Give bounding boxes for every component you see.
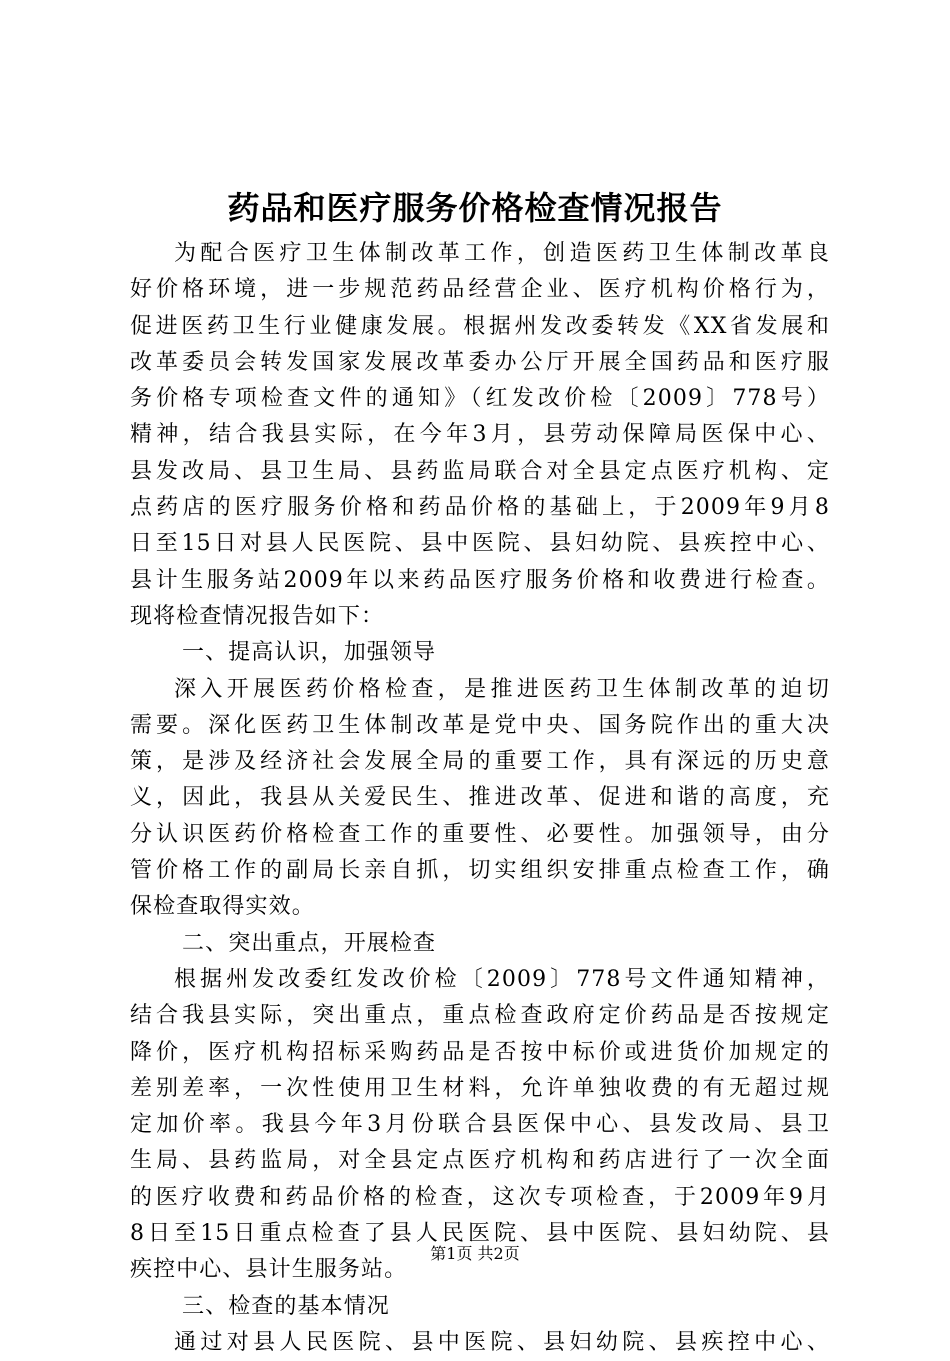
document-title: 药品和医疗服务价格检查情况报告 (227, 189, 723, 227)
paragraph-line: 分认识医药价格检查工作的重要性、必要性。加强领导，由分 (130, 821, 830, 847)
paragraph-line: 务价格专项检查文件的通知》（红发改价检〔2009〕778号） (130, 386, 830, 412)
paragraph-line: 差别差率，一次性使用卫生材料，允许单独收费的有无超过规 (130, 1075, 830, 1101)
paragraph-line: 策，是涉及经济社会发展全局的重要工作，具有深远的历史意 (130, 749, 830, 775)
page-number-footer: 第1页 共2页 (430, 1244, 520, 1263)
paragraph-line: 改革委员会转发国家发展改革委办公厅开展全国药品和医疗服 (130, 349, 830, 375)
section-heading: 二、突出重点，开展检查 (182, 930, 437, 956)
paragraph-line: 县发改局、县卫生局、县药监局联合对全县定点医疗机构、定 (130, 458, 830, 484)
paragraph-line: 根据州发改委红发改价检〔2009〕778号文件通知精神， (174, 966, 830, 992)
paragraph-line: 县计生服务站2009年以来药品医疗服务价格和收费进行检查。 (130, 567, 830, 593)
paragraph-line: 促进医药卫生行业健康发展。根据州发改委转发《XX省发展和 (130, 313, 830, 339)
paragraph-line: 的医疗收费和药品价格的检查，这次专项检查，于2009年9月 (130, 1184, 830, 1210)
paragraph-line: 8日至15日重点检查了县人民医院、县中医院、县妇幼院、县 (130, 1221, 830, 1247)
paragraph-line: 好价格环境，进一步规范药品经营企业、医疗机构价格行为， (130, 277, 830, 303)
paragraph-line: 疾控中心、县计生服务站。 (130, 1257, 408, 1283)
paragraph-line: 日至15日对县人民医院、县中医院、县妇幼院、县疾控中心、 (130, 531, 830, 557)
document-body (130, 236, 830, 1361)
paragraph-line: 定加价率。我县今年3月份联合县医保中心、县发改局、县卫 (130, 1112, 830, 1138)
paragraph-line: 管价格工作的副局长亲自抓，切实组织安排重点检查工作，确 (130, 858, 830, 884)
paragraph-line: 通过对县人民医院、县中医院、县妇幼院、县疾控中心、 (174, 1329, 830, 1355)
paragraph-line: 义，因此，我县从关爱民生、推进改革、促进和谐的高度，充 (130, 785, 830, 811)
paragraph-line: 精神，结合我县实际，在今年3月，县劳动保障局医保中心、 (130, 422, 830, 448)
paragraph-line: 深入开展医药价格检查，是推进医药卫生体制改革的迫切 (174, 676, 830, 702)
paragraph-line: 为配合医疗卫生体制改革工作，创造医药卫生体制改革良 (174, 241, 830, 266)
paragraph-line: 保检查取得实效。 (130, 894, 315, 920)
section-heading: 三、检查的基本情况 (182, 1293, 390, 1319)
paragraph-line: 需要。深化医药卫生体制改革是党中央、国务院作出的重大决 (130, 712, 830, 738)
paragraph-line: 生局、县药监局，对全县定点医疗机构和药店进行了一次全面 (130, 1148, 830, 1174)
paragraph-line: 点药店的医疗服务价格和药品价格的基础上，于2009年9月8 (130, 495, 830, 521)
paragraph-line: 结合我县实际，突出重点，重点检查政府定价药品是否按规定 (130, 1003, 830, 1029)
section-heading: 一、提高认识，加强领导 (182, 640, 437, 666)
paragraph-line: 现将检查情况报告如下： (130, 603, 385, 629)
paragraph-line: 降价，医疗机构招标采购药品是否按中标价或进货价加规定的 (130, 1039, 830, 1065)
